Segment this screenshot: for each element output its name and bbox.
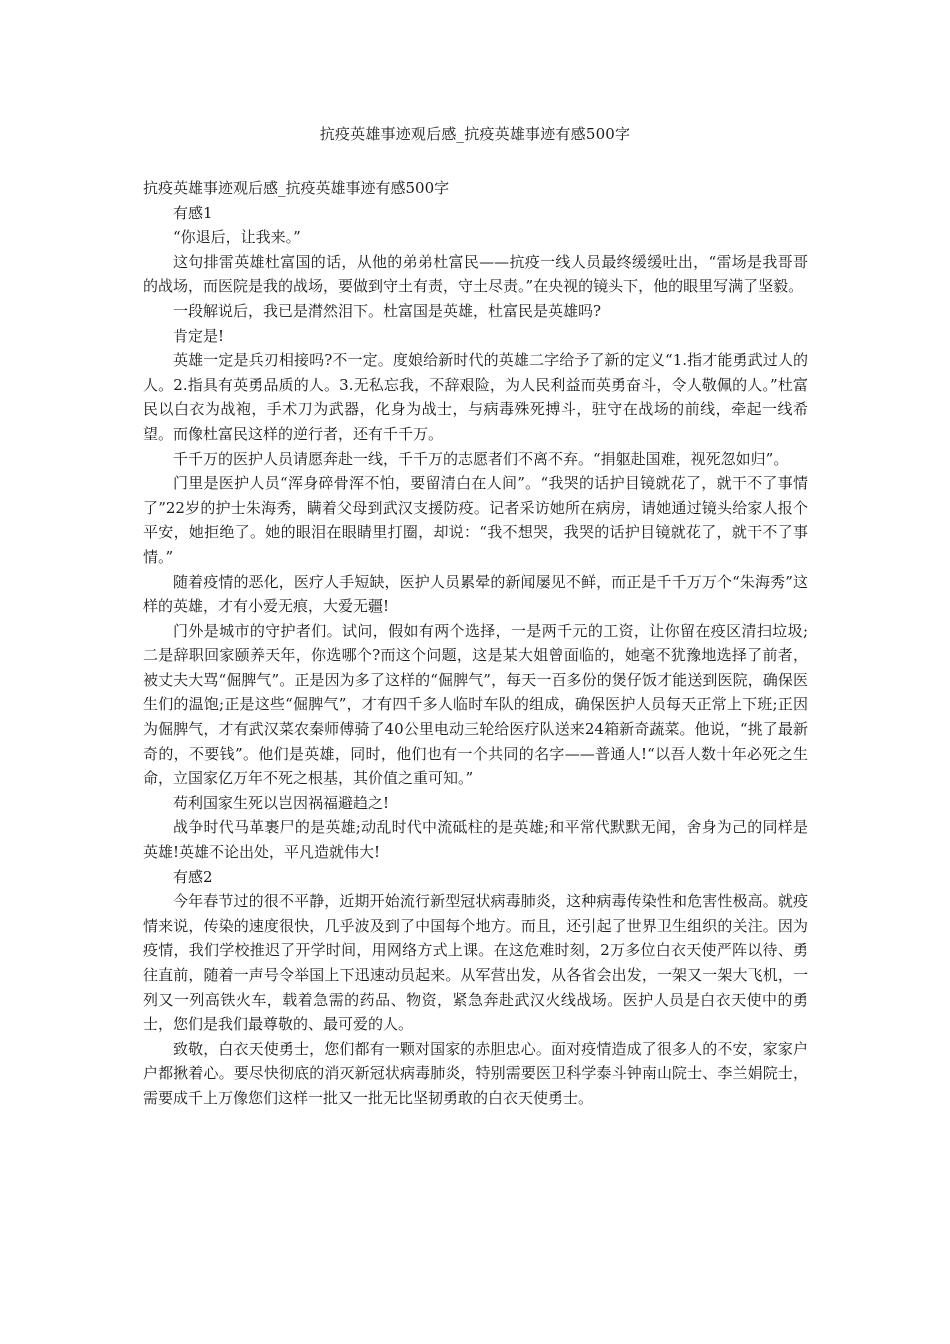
paragraph: 这句排雷英雄杜富国的话，从他的弟弟杜富民——抗疫一线人员最终缓缓吐出，“雷场是我哥哥的战场，而医院是我的战场，要做到守土有责，守土尽责。”在央视的镜头下，他的眼里写满了坚毅。 — [143, 252, 808, 296]
paragraph: “你退后，让我来。” — [173, 228, 301, 247]
paragraph: 今年春节过的很不平静，近期开始流行新型冠状病毒肺炎，这种病毒传染性和危害性极高。就疫情来说，传染的速度很快，几乎波及到了中国每个地方。而且，还引起了世界卫生组织的关注。因为疫情，我们学校推迟了开学时间，用网络方式上课。在这危难时刻，2万多位白衣天使严阵以待、勇往直前，随着一声号令举国上下迅速动员起来。从军营出发，从各省会出发，一架又一架大飞机，一列又一列高铁火车，载着急需的药品、物资，紧急奔赴武汉火线战场。医护人员是白衣天使中的勇士，您们是我们最尊敬的、最可爱的人。 — [143, 892, 808, 1034]
paragraph: 肯定是! — [173, 326, 225, 345]
paragraph: 随着疫情的恶化，医疗人手短缺，医护人员累晕的新闻屡见不鲜，而正是千千万万个“朱海秀”这样的英雄，才有小爱无痕，大爱无疆! — [143, 572, 808, 616]
paragraph: 门外是城市的守护者们。试问，假如有两个选择，一是两千元的工资，让你留在疫区清扫垃圾;二是辞职回家颐养天年，你选哪个?而这个问题，这是某大姐曾面临的，她毫不犹豫地选择了前者，被丈夫大骂“倔脾气”。正是因为多了这样的“倔脾气”，每天一百多份的煲仔饭才能送到医院，确保医生们的温饱;正是这些“倔脾气”，才有四千多人临时车队的组成，确保医护人员每天正常上下班;正因为倔脾气，才有武汉菜农秦师傅骑了40公里电动三轮给医疗队送来24箱新奇蔬菜。他说，“挑了最新奇的，不要钱”。他们是英雄，同时，他们也有一个共同的名字——普通人!“以吾人数十年必死之生命，立国家亿万年不死之根基，其价值之重可知。” — [143, 621, 808, 788]
document-title: 抗疫英雄事迹观后感_抗疫英雄事迹有感500字 — [319, 125, 631, 143]
section-heading-1: 有感1 — [173, 203, 213, 222]
section-heading-2: 有感2 — [173, 867, 213, 886]
paragraph: 千千万的医护人员请愿奔赴一线，千千万的志愿者们不离不弃。“捐躯赴国难，视死忽如归”。 — [173, 449, 789, 468]
document-body — [143, 176, 808, 1111]
paragraph: 英雄一定是兵刃相接吗?不一定。度娘给新时代的英雄二字给予了新的定义“1.指才能勇武过人的人。2.指具有英勇品质的人。3.无私忘我，不辞艰险，为人民利益而英勇奋斗，令人敬佩的人。”杜富民以白衣为战袍，手术刀为武器，化身为战士，与病毒殊死搏斗，驻守在战场的前线，牵起一线希望。而像杜富民这样的逆行者，还有千千万。 — [143, 351, 808, 443]
paragraph: 战争时代马革裹尸的是英雄;动乱时代中流砥柱的是英雄;和平常代默默无闻，舍身为己的同样是英雄!英雄不论出处，平凡造就伟大! — [143, 818, 808, 862]
paragraph: 苟利国家生死以岂因祸福避趋之! — [173, 793, 390, 812]
paragraph: 一段解说后，我已是潸然泪下。杜富国是英雄，杜富民是英雄吗? — [173, 301, 602, 320]
paragraph: 门里是医护人员“浑身碎骨浑不怕，要留清白在人间”。“我哭的话护目镜就花了，就干不了事情了”22岁的护士朱海秀，瞒着父母到武汉支援防疫。记者采访她所在病房，请她通过镜头给家人报个平安，她拒绝了。她的眼泪在眼睛里打圈，却说：“我不想哭，我哭的话护目镜就花了，就干不了事情。” — [143, 474, 808, 566]
article-heading: 抗疫英雄事迹观后感_抗疫英雄事迹有感500字 — [143, 179, 450, 197]
paragraph: 致敬，白衣天使勇士，您们都有一颗对国家的赤胆忠心。面对疫情造成了很多人的不安，家家户户都揪着心。要尽快彻底的消灭新冠状病毒肺炎，特别需要医卫科学泰斗钟南山院士、李兰娟院士，需要成千上万像您们这样一批又一批无比坚韧勇敢的白衣天使勇士。 — [143, 1039, 808, 1107]
